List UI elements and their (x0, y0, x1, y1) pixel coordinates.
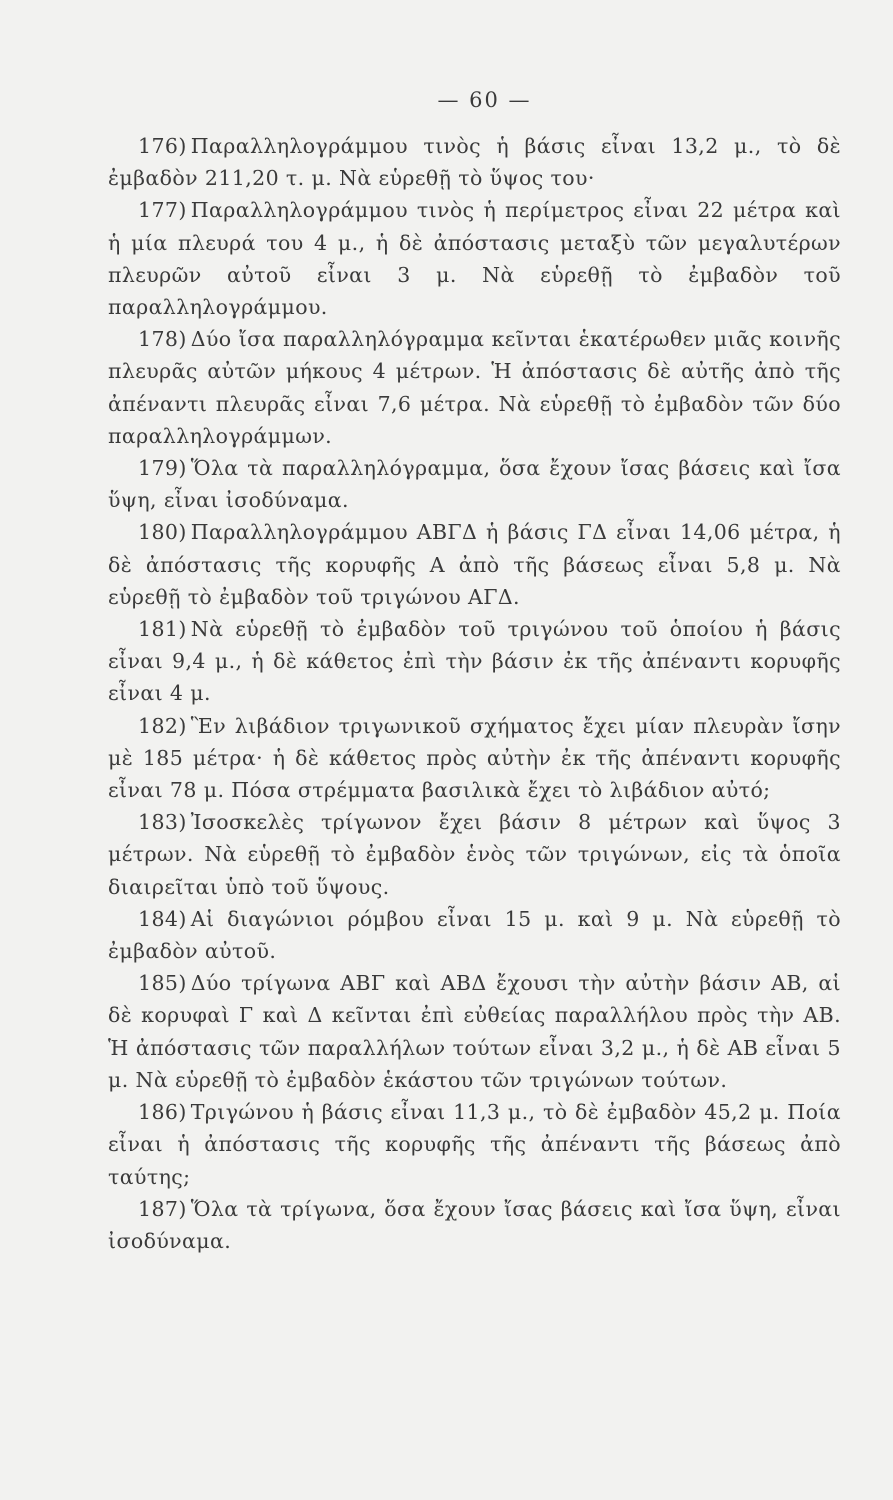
problem-number: 183) (138, 810, 187, 835)
problem-number: 177) (138, 198, 187, 223)
problem-185 (108, 967, 841, 1096)
problem-181 (108, 613, 841, 710)
problem-text: Παραλληλογράμμου τινὸς ἡ περίμετρος εἶναι 22 μέτρα καὶ ἡ μία πλευρά του 4 μ., ἡ δὲ ἀπόστασις μεταξὺ τῶν μεγαλυτέρων πλευρῶν αὐτοῦ εἶναι 3 μ. Νὰ εὑρεθῇ τὸ ἐμβαδὸν τοῦ παραλληλογράμμου. (108, 198, 841, 320)
problem-number: 186) (138, 1100, 187, 1125)
page-number: — 60 — (437, 88, 532, 112)
problem-list (108, 130, 841, 1257)
problem-text: Παραλληλογράμμου τινὸς ἡ βάσις εἶναι 13,2 μ., τὸ δὲ ἐμβαδὸν 211,20 τ. μ. Νὰ εὑρεθῇ τὸ ὕψος του· (108, 134, 841, 191)
problem-number: 181) (138, 617, 187, 642)
problem-text: Παραλληλογράμμου ΑΒΓΔ ἡ βάσις ΓΔ εἶναι 14,06 μέτρα, ἡ δὲ ἀπόστασις τῆς κορυφῆς Α ἀπὸ τῆς βάσεως εἶναι 5,8 μ. Νὰ εὑρεθῇ τὸ ἐμβαδὸν τοῦ τριγώνου ΑΓΔ. (108, 520, 841, 609)
problem-182 (108, 710, 841, 807)
problem-text: Ὅλα τὰ παραλληλόγραμμα, ὅσα ἔχουν ἴσας βάσεις καὶ ἴσα ὕψη, εἶναι ἰσοδύναμα. (108, 456, 841, 513)
problem-number: 180) (138, 520, 187, 545)
problem-number: 178) (138, 327, 187, 352)
problem-number: 184) (138, 906, 187, 931)
problem-number: 176) (138, 134, 187, 158)
problem-number: 185) (138, 971, 187, 996)
problem-177 (108, 194, 841, 323)
problem-number: 182) (138, 713, 187, 738)
problem-text: Νὰ εὑρεθῇ τὸ ἐμβαδὸν τοῦ τριγώνου τοῦ ὁποίου ἡ βάσις εἶναι 9,4 μ., ἡ δὲ κάθετος ἐπὶ τὴν βάσιν ἐκ τῆς ἀπέναντι κορυφῆς εἶναι 4 μ. (108, 617, 841, 706)
problem-text: Τριγώνου ἡ βάσις εἶναι 11,3 μ., τὸ δὲ ἐμβαδὸν 45,2 μ. Ποία εἶναι ἡ ἀπόστασις τῆς κορυφῆς τῆς ἀπέναντι τῆς βάσεως ἀπὸ ταύτης; (108, 1100, 841, 1189)
problem-176 (108, 130, 841, 194)
problem-184 (108, 903, 841, 967)
problem-179 (108, 452, 841, 516)
problem-180 (108, 516, 841, 613)
problem-text: Δύο τρίγωνα ΑΒΓ καὶ ΑΒΔ ἔχουσι τὴν αὐτὴν βάσιν ΑΒ, αἱ δὲ κορυφαὶ Γ καὶ Δ κεῖνται ἐπὶ εὐθείας παραλλήλου πρὸς τὴν ΑΒ. Ἡ ἀπόστασις τῶν παραλλήλων τούτων εἶναι 3,2 μ., ἡ δὲ ΑΒ εἶναι 5 μ. Νὰ εὑρεθῇ τὸ ἐμβαδὸν ἑκάστου τῶν τριγώνων τούτων. (108, 971, 841, 1092)
problem-text: Αἱ διαγώνιοι ρόμβου εἶναι 15 μ. καὶ 9 μ. Νὰ εὑρεθῇ τὸ ἐμβαδὸν αὐτοῦ. (108, 906, 841, 964)
problem-187 (108, 1193, 841, 1257)
problem-text: Ὅλα τὰ τρίγωνα, ὅσα ἔχουν ἴσας βάσεις καὶ ἴσα ὕψη, εἶναι ἰσοδύναμα. (108, 1196, 841, 1253)
problem-text: Ἰσοσκελὲς τρίγωνον ἔχει βάσιν 8 μέτρων καὶ ὕψος 3 μέτρων. Νὰ εὑρεθῇ τὸ ἐμβαδὸν ἑνὸς τῶν τριγώνων, εἰς τὰ ὁποῖα διαιρεῖται ὑπὸ τοῦ ὕψους. (108, 810, 841, 899)
problem-text: Δύο ἴσα παραλληλόγραμμα κεῖνται ἑκατέρωθεν μιᾶς κοινῆς πλευρᾶς αὐτῶν μήκους 4 μέτρων. Ἡ ἀπόστασις δὲ αὐτῆς ἀπὸ τῆς ἀπέναντι πλευρᾶς εἶναι 7,6 μέτρα. Νὰ εὑρεθῇ τὸ ἐμβαδὸν τῶν δύο παραλληλογράμμων. (108, 327, 841, 448)
problem-178 (108, 323, 841, 452)
problem-number: 187) (138, 1196, 187, 1221)
problem-186 (108, 1096, 841, 1193)
problem-number: 179) (138, 456, 187, 481)
problem-183 (108, 806, 841, 903)
problem-text: Ἓν λιβάδιον τριγωνικοῦ σχήματος ἔχει μίαν πλευρὰν ἴσην μὲ 185 μέτρα· ἡ δὲ κάθετος πρὸς αὐτὴν ἐκ τῆς ἀπέναντι κορυφῆς εἶναι 78 μ. Πόσα στρέμματα βασιλικὰ ἔχει τὸ λιβάδιον αὐτό; (108, 713, 841, 803)
